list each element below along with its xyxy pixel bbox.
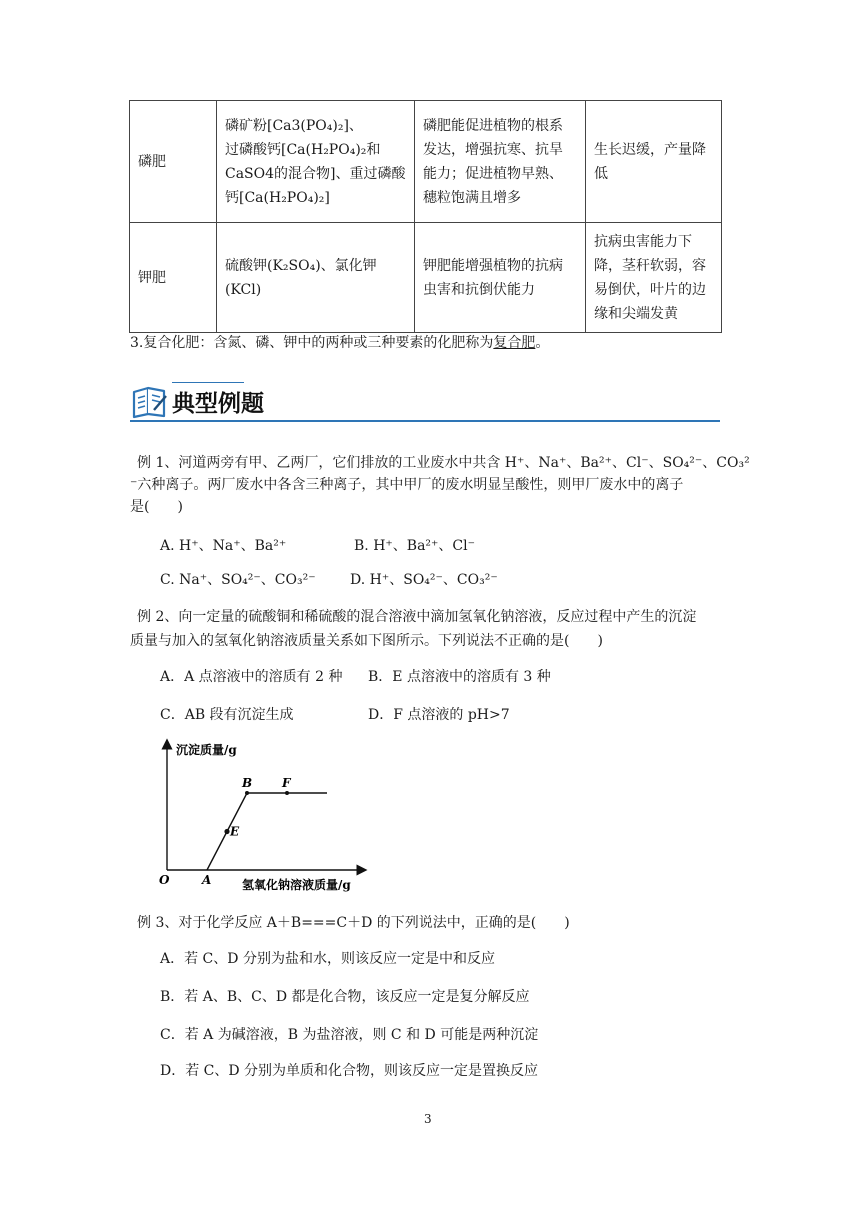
ex3-line1: 例 3、对于化学反应 A＋B===C＋D 的下列说法中，正确的是( ) xyxy=(137,915,570,931)
ex1-line1: 例 1、河道两旁有甲、乙两厂，它们排放的工业废水中共含 H⁺、Na⁺、Ba²⁺、Cl⁻、SO₄²⁻、CO₃² xyxy=(137,455,750,471)
point-b xyxy=(245,791,249,795)
table-row xyxy=(130,101,722,223)
fertilizer-type: 钾肥 xyxy=(130,223,217,333)
term-compound-fertilizer: 复合肥 xyxy=(493,335,536,351)
ex2-line1: 例 2、向一定量的硫酸铜和稀硫酸的混合溶液中滴加氢氧化钠溶液，反应过程中产生的沉淀 xyxy=(137,609,697,625)
book-icon xyxy=(130,382,170,420)
y-axis-label: 沉淀质量/g xyxy=(176,743,237,757)
ex1-option-b: B. H⁺、Ba²⁺、Cl⁻ xyxy=(354,538,476,554)
fertilizer-deficiency: 生长迟缓，产量降 低 xyxy=(586,101,722,223)
fertilizer-examples: 磷矿粉[Ca3(PO₄)₂]、 过磷酸钙[Ca(H₂PO₄)₂和 CaSO4的混合物]、重过磷酸 钙[Ca(H₂PO₄)₂] xyxy=(217,101,415,223)
point-label-b: B xyxy=(242,776,253,790)
ex3-option-b: B．若 A、B、C、D 都是化合物，该反应一定是复分解反应 xyxy=(160,989,530,1005)
note-compound-fertilizer: 3.复合化肥：含氮、磷、钾中的两种或三种要素的化肥称为复合肥。 xyxy=(130,335,550,351)
point-label-f: F xyxy=(282,776,291,790)
point-e xyxy=(224,829,229,834)
point-label-e: E xyxy=(230,824,240,839)
ex2-option-b: B．E 点溶液中的溶质有 3 种 xyxy=(368,669,551,685)
ex3-option-c: C．若 A 为碱溶液，B 为盐溶液，则 C 和 D 可能是两种沉淀 xyxy=(160,1027,539,1043)
ex2-option-a: A．A 点溶液中的溶质有 2 种 xyxy=(160,669,343,685)
origin-label: O xyxy=(159,873,170,887)
ex3-option-a: A．若 C、D 分别为盐和水，则该反应一定是中和反应 xyxy=(160,951,495,967)
table-row xyxy=(130,223,722,333)
x-axis-label: 氢氧化钠溶液质量/g xyxy=(242,878,351,892)
fertilizer-function: 磷肥能促进植物的根系 发达，增强抗寒、抗旱 能力；促进植物早熟、 穗粒饱满且增多 xyxy=(415,101,586,223)
section-title: 典型例题 xyxy=(172,391,264,417)
ex1-line2: ⁻六种离子。两厂废水中各含三种离子，其中甲厂的废水明显呈酸性，则甲厂废水中的离子 xyxy=(130,477,684,493)
fertilizer-type: 磷肥 xyxy=(130,101,217,223)
ex2-option-c: C．AB 段有沉淀生成 xyxy=(160,707,294,723)
fertilizer-deficiency: 抗病虫害能力下 降，茎秆软弱，容 易倒伏，叶片的边 缘和尖端发黄 xyxy=(586,223,722,333)
point-label-a: A xyxy=(202,873,212,887)
ex1-option-a: A. H⁺、Na⁺、Ba²⁺ xyxy=(160,538,287,554)
fertilizer-examples: 硫酸钾(K₂SO₄)、氯化钾(KCl) xyxy=(217,223,415,333)
ex3-option-d: D．若 C、D 分别为单质和化合物，则该反应一定是置换反应 xyxy=(160,1063,539,1079)
fertilizer-function: 钾肥能增强植物的抗病 虫害和抗倒伏能力 xyxy=(415,223,586,333)
ex1-option-d: D. H⁺、SO₄²⁻、CO₃²⁻ xyxy=(350,572,498,588)
ex1-option-c: C. Na⁺、SO₄²⁻、CO₃²⁻ xyxy=(160,572,316,588)
fertilizer-table xyxy=(129,100,722,333)
page-number: 3 xyxy=(424,1112,432,1126)
ex2-option-d: D．F 点溶液的 pH>7 xyxy=(368,707,510,723)
point-f xyxy=(285,791,289,795)
ex1-line3: 是( ) xyxy=(130,499,183,515)
precipitate-chart xyxy=(150,736,380,896)
section-rule xyxy=(130,420,720,422)
section-rule-top xyxy=(172,382,244,383)
ex2-line2: 质量与加入的氢氧化钠溶液质量关系如下图所示。下列说法不正确的是( ) xyxy=(130,633,603,649)
